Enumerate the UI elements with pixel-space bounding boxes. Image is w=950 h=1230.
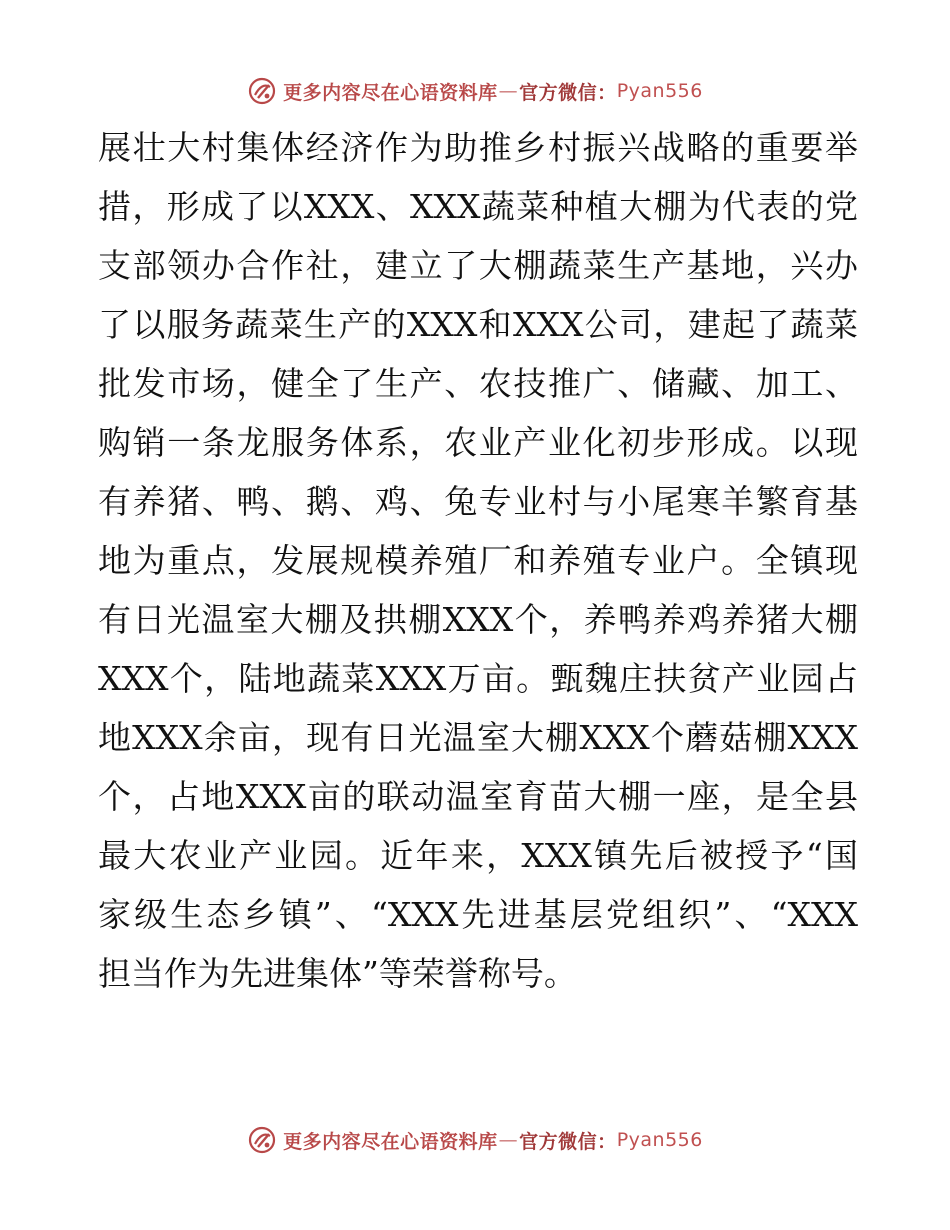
watermark-colon: ： bbox=[597, 81, 617, 104]
text-line: 地XXX余亩，现有日光温室大棚XXX个蘑菇棚XXX bbox=[98, 718, 858, 757]
watermark-separator: — bbox=[498, 80, 519, 102]
watermark-brand: 更多内容尽在心语资料库 bbox=[283, 81, 498, 104]
watermark-official: 官方微信 bbox=[519, 1130, 598, 1153]
text-line: 家级生态乡镇”、“XXX先进基层党组织”、“XXX bbox=[98, 895, 858, 934]
watermark-footer bbox=[0, 1120, 950, 1160]
text-line: 展壮大村集体经济作为助推乡村振兴战略的重要举 bbox=[98, 128, 858, 167]
text-line: 了以服务蔬菜生产的XXX和XXX公司，建起了蔬菜 bbox=[98, 305, 858, 344]
watermark-header bbox=[0, 71, 950, 111]
watermark-separator: — bbox=[498, 1129, 519, 1151]
text-line-last: 担当作为先进集体”等荣誉称号。 bbox=[98, 954, 577, 993]
watermark-wechat-id: Pyan556 bbox=[616, 1129, 703, 1151]
seal-logo-icon bbox=[247, 1125, 277, 1155]
text-line: 个，占地XXX亩的联动温室育苗大棚一座，是全县 bbox=[98, 777, 858, 816]
text-line: 最大农业产业园。近年来，XXX镇先后被授予“国 bbox=[98, 836, 858, 875]
seal-logo-icon bbox=[247, 76, 277, 106]
document-paragraph bbox=[98, 118, 858, 1003]
text-line: 地为重点，发展规模养殖厂和养殖专业户。全镇现 bbox=[98, 541, 858, 580]
watermark-colon: ： bbox=[597, 1130, 617, 1153]
text-line: 措，形成了以XXX、XXX蔬菜种植大棚为代表的党 bbox=[98, 187, 858, 226]
text-line: 购销一条龙服务体系，农业产业化初步形成。以现 bbox=[98, 423, 858, 462]
watermark-official: 官方微信 bbox=[519, 81, 598, 104]
watermark-wechat-id: Pyan556 bbox=[616, 80, 703, 102]
watermark-brand: 更多内容尽在心语资料库 bbox=[283, 1130, 498, 1153]
text-line: 批发市场，健全了生产、农技推广、储藏、加工、 bbox=[98, 364, 858, 403]
text-line: 有养猪、鸭、鹅、鸡、兔专业村与小尾寒羊繁育基 bbox=[98, 482, 858, 521]
text-line: 有日光温室大棚及拱棚XXX个，养鸭养鸡养猪大棚 bbox=[98, 600, 858, 639]
text-line: 支部领办合作社，建立了大棚蔬菜生产基地，兴办 bbox=[98, 246, 858, 285]
text-line: XXX个，陆地蔬菜XXX万亩。甄魏庄扶贫产业园占 bbox=[98, 659, 858, 698]
